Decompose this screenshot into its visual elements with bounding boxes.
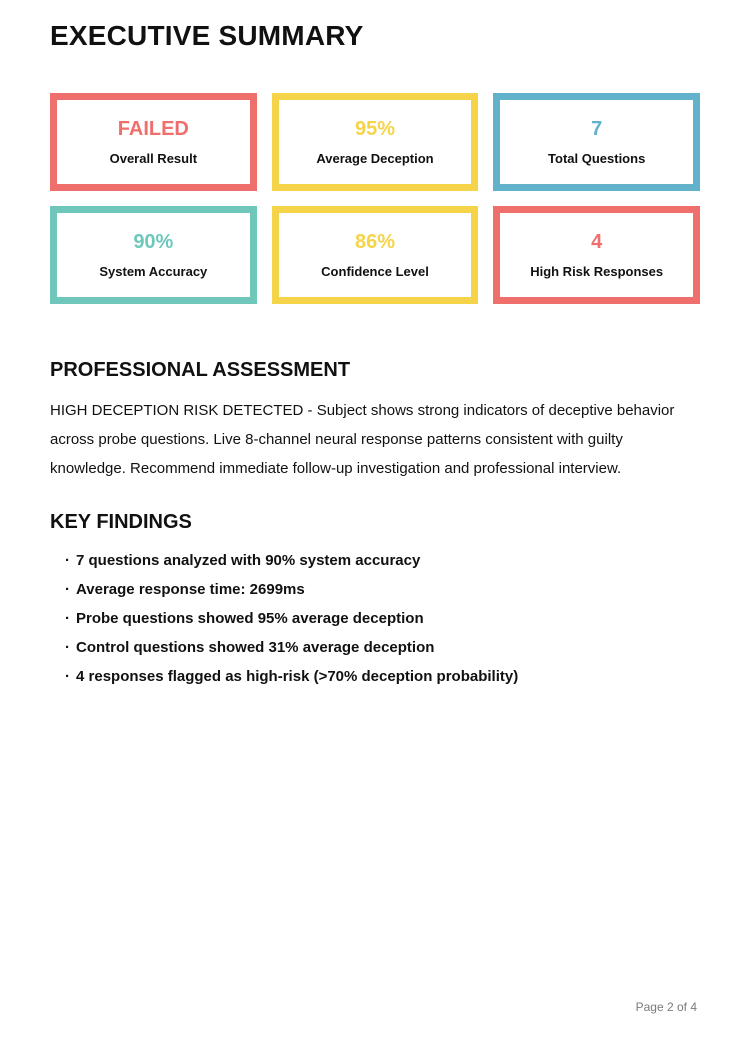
finding-item: [65, 546, 697, 575]
professional-assessment-body: HIGH DECEPTION RISK DETECTED - Subject shows strong indicators of deceptive behavior across probe questions. Live 8-channel neural response patterns consistent with guilty knowledge. Recommend immediate follow-up investigation and professional interview.: [50, 402, 675, 477]
finding-text: Probe questions showed 95% average deception: [76, 610, 424, 627]
stat-label: Confidence Level: [321, 264, 429, 279]
stat-card-system-accuracy: [50, 206, 257, 304]
stat-label: High Risk Responses: [530, 264, 664, 279]
finding-item: [65, 662, 697, 691]
key-findings-list: [50, 546, 697, 691]
stat-value: 90%: [133, 231, 174, 253]
stat-value: 4: [591, 231, 603, 253]
stat-label: Total Questions: [548, 151, 646, 166]
finding-item: [65, 633, 697, 662]
stat-label: Average Deception: [316, 151, 434, 166]
stat-card-average-deception: [272, 93, 479, 191]
finding-text: 4 responses flagged as high-risk (>70% deception probability): [76, 668, 519, 685]
stat-card-total-questions: [493, 93, 700, 191]
professional-assessment-heading: PROFESSIONAL ASSESSMENT: [50, 359, 351, 381]
stat-card-high-risk-responses: [493, 206, 700, 304]
finding-item: [65, 575, 697, 604]
key-findings-section: [50, 511, 697, 691]
professional-assessment-section: [50, 359, 697, 483]
bullet-icon: ·: [65, 581, 70, 598]
stat-label: Overall Result: [109, 151, 198, 166]
bullet-icon: ·: [65, 668, 70, 685]
stat-card-grid: [50, 93, 700, 304]
stat-card-confidence-level: [272, 206, 479, 304]
stat-value: 86%: [354, 231, 395, 253]
finding-item: [65, 604, 697, 633]
stat-value: FAILED: [117, 118, 189, 140]
stat-card-overall-result: [50, 93, 257, 191]
stat-value: 7: [591, 118, 603, 140]
page-title: EXECUTIVE SUMMARY: [50, 20, 364, 51]
bullet-icon: ·: [65, 610, 70, 627]
finding-text: 7 questions analyzed with 90% system accuracy: [76, 552, 421, 569]
bullet-icon: ·: [65, 552, 70, 569]
key-findings-heading: KEY FINDINGS: [50, 511, 192, 533]
bullet-icon: ·: [65, 639, 70, 656]
stat-label: System Accuracy: [99, 264, 208, 279]
finding-text: Average response time: 2699ms: [76, 581, 305, 598]
stat-value: 95%: [354, 118, 395, 140]
page-number: Page 2 of 4: [635, 1000, 697, 1014]
finding-text: Control questions showed 31% average deception: [76, 639, 435, 656]
